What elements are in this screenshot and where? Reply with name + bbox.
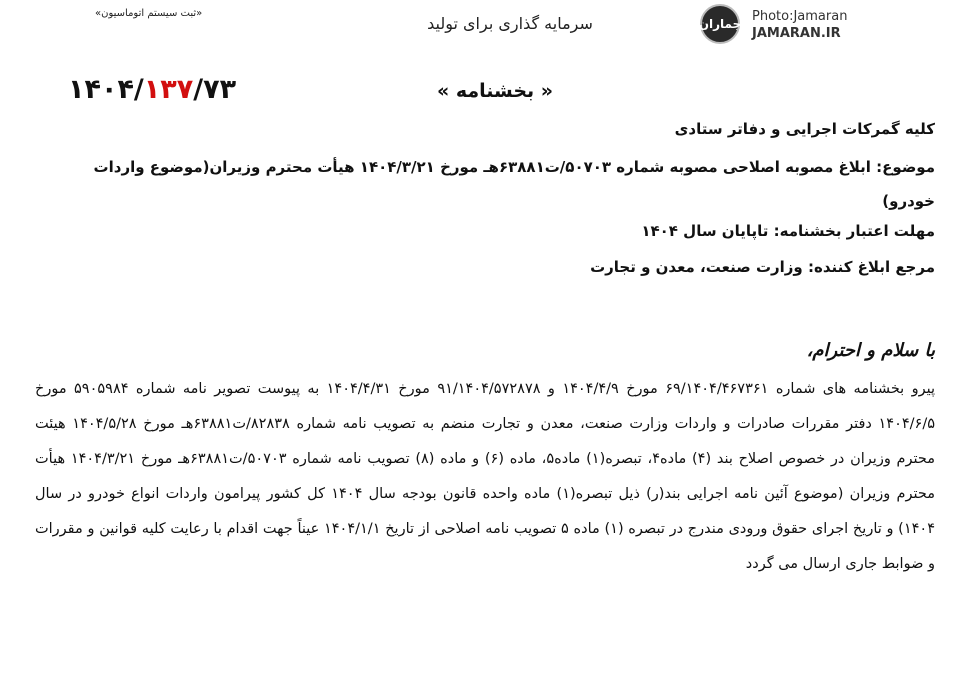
watermark bbox=[700, 4, 875, 44]
circular-number-serial: ۱۳۷ bbox=[143, 74, 194, 105]
circular-number-year: ۱۴۰۴/ bbox=[68, 74, 144, 105]
watermark-site: JAMARAN.IR bbox=[752, 26, 841, 41]
jamaran-logo-icon: جماران bbox=[700, 4, 740, 44]
circular-number-code: /۷۳ bbox=[193, 74, 237, 105]
subject-line: موضوع: ابلاغ مصوبه اصلاحی مصوبه شماره ۵۰۷۰۳/ت۶۳۸۸۱هـ مورخ ۱۴۰۴/۳/۲۱ هیأت محترم وزیران(موضوع واردات خودرو) bbox=[93, 158, 935, 210]
watermark-photo-credit: Photo:Jamaran bbox=[752, 9, 848, 24]
issuing-authority-line: مرجع ابلاغ کننده: وزارت صنعت، معدن و تجارت bbox=[590, 258, 935, 276]
validity-line: مهلت اعتبار بخشنامه: تاپایان سال ۱۴۰۴ bbox=[641, 222, 935, 240]
circular-number bbox=[68, 74, 236, 105]
body-paragraph: پیرو بخشنامه های شماره ۶۹/۱۴۰۴/۴۶۷۳۶۱ مورخ ۱۴۰۴/۴/۹ و ۹۱/۱۴۰۴/۵۷۲۸۷۸ مورخ ۱۴۰۴/۴/۳۱ به پیوست تصویر نامه شماره ۵۹۰۵۹۸۴ مورخ ۱۴۰۴/۶/۵ دفتر مقررات صادرات و واردات وزارت صنعت، معدن و تجارت منضم به تصویب نامه شماره ۸۲۸۳۸/ت۶۳۸۸۱هـ مورخ ۱۴۰۴/۵/۲۸ هیئت محترم وزیران در خصوص اصلاح بند (۴) ماده۴، تبصره(۱) ماده۵، ماده (۶) و ماده (۸) تصویب نامه شماره ۵۰۷۰۳/ت۶۳۸۸۱هـ مورخ ۱۴۰۴/۳/۲۱ هیأت محترم وزیران (موضوع آئین نامه اجرایی بند(ر) ذیل تبصره(۱) ماده واحده قانون بودجه سال ۱۴۰۴ کل کشور پیرامون واردات انواع خودرو در سال ۱۴۰۴) و تاریخ اجرای حقوق ورودی مندرج در تبصره (۱) ماده ۵ تصویب نامه اصلاحی از تاریخ ۱۴۰۴/۱/۱ عیناً جهت اقدام با رعایت کلیه قوانین و مقررات و ضوابط جاری ارسال می گردد bbox=[35, 381, 936, 572]
recipient-line: کلیه گمرکات اجرایی و دفاتر ستادی bbox=[674, 120, 935, 138]
slogan: سرمایه گذاری برای تولید bbox=[427, 14, 593, 33]
document-title: « بخشنامه » bbox=[436, 80, 554, 102]
automation-registration-tag: «ثبت سیستم اتوماسیون» bbox=[95, 8, 203, 19]
salutation: با سلام و احترام، bbox=[806, 340, 935, 361]
